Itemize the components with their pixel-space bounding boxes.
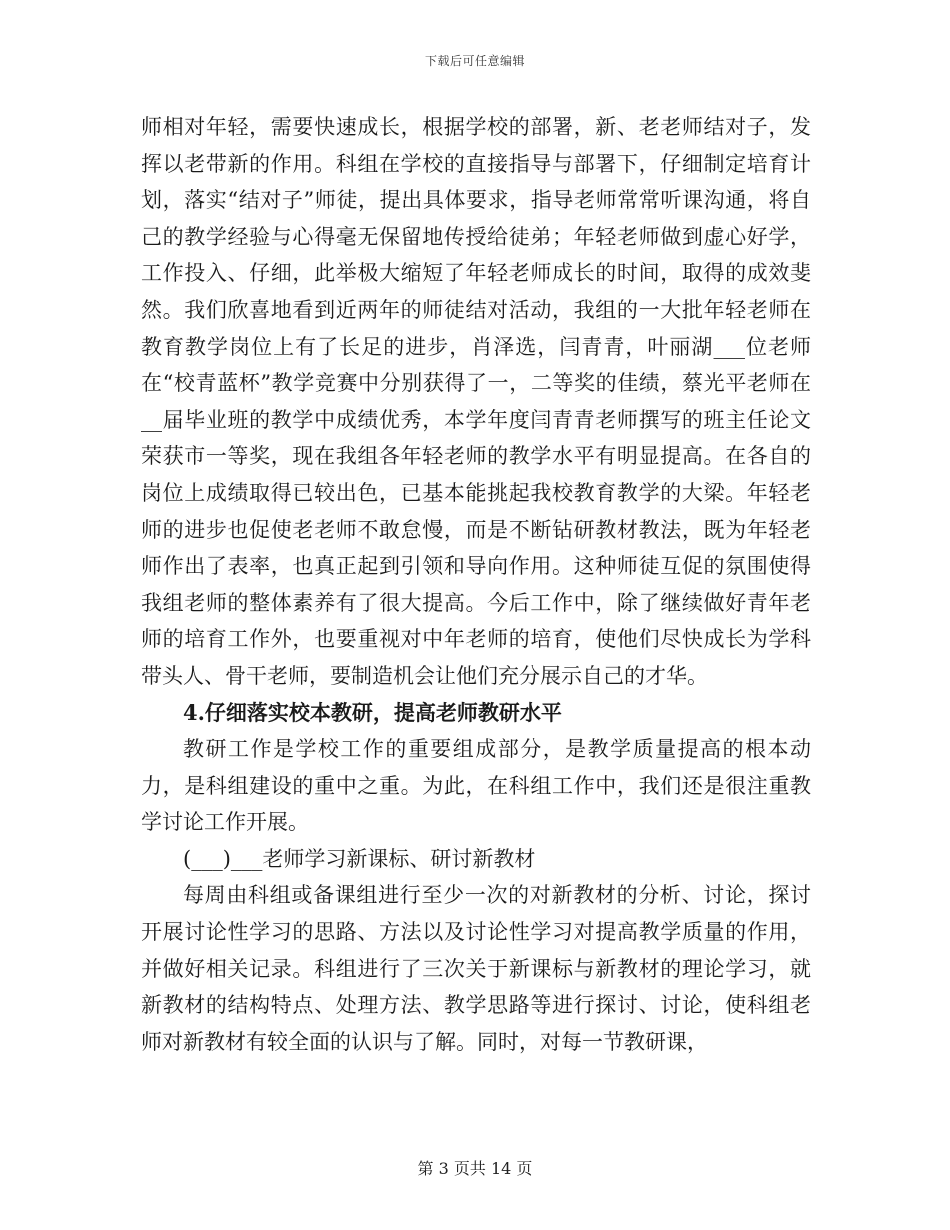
page-header: 下载后可任意编辑 bbox=[424, 54, 525, 68]
body-paragraph-2: 教研工作是学校工作的重要组成部分，是教学质量提高的根本动力，是科组建设的重中之重。为此，在科组工作中，我们还是很注重教学讨论工作开展。 bbox=[141, 737, 811, 835]
section-heading-4: 4.仔细落实校本教研，提高老师教研水平 bbox=[183, 699, 562, 725]
subsection-heading-1: (___)___老师学习新课标、研讨新教材 bbox=[183, 846, 536, 871]
document-body bbox=[141, 109, 811, 1060]
page-footer: 第 3 页共 14 页 bbox=[417, 1159, 533, 1178]
body-paragraph-3: 每周由科组或备课组进行至少一次的对新教材的分析、讨论，探讨开展讨论性学习的思路、方法以及讨论性学习对提高教学质量的作用，并做好相关记录。科组进行了三次关于新课标与新教材的理论学习，就新教材的结构特点、处理方法、教学思路等进行探讨、讨论，使科组老师对新教材有较全面的认识与了解。同时，对每一节教研课， bbox=[141, 883, 811, 1054]
body-paragraph-1: 师相对年轻，需要快速成长，根据学校的部署，新、老老师结对子，发挥以老带新的作用。科组在学校的直接指导与部署下，仔细制定培育计划，落实“结对子”师徒，提出具体要求，指导老师常常听课沟通，将自己的教学经验与心得毫无保留地传授给徒弟；年轻老师做到虚心好学，工作投入、仔细，此举极大缩短了年轻老师成长的时间，取得的成效斐然。我们欣喜地看到近两年的师徒结对活动，我组的一大批年轻老师在教育教学岗位上有了长足的进步，肖泽选，闫青青，叶丽湖___位老师在“校青蓝杯”教学竞赛中分别获得了一，二等奖的佳绩，蔡光平老师在__届毕业班的教学中成绩优秀，本学年度闫青青老师撰写的班主任论文荣获市一等奖，现在我组各年轻老师的教学水平有明显提高。在各自的岗位上成绩取得已较出色，已基本能挑起我校教育教学的大梁。年轻老师的进步也促使老老师不敢怠慢，而是不断钻研教材教法，既为年轻老师作出了表率，也真正起到引领和导向作用。这种师徒互促的氛围使得我组老师的整体素养有了很大提高。今后工作中，除了继续做好青年老师的培育工作外，也要重视对中年老师的培育，使他们尽快成长为学科带头人、骨干老师，要制造机会让他们充分展示自己的才华。 bbox=[141, 115, 811, 688]
